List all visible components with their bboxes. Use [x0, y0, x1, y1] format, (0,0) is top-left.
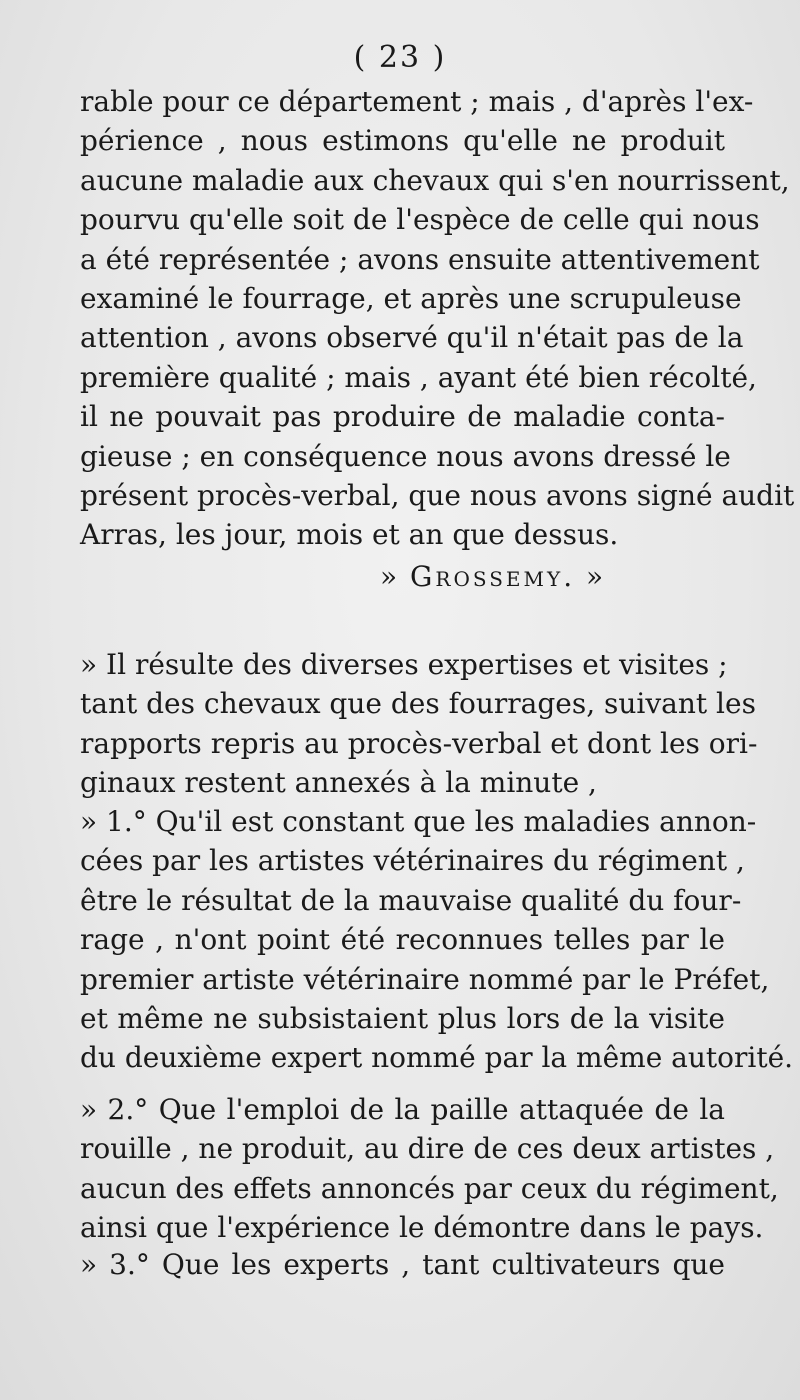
text-line: et même ne subsistaient plus lors de la visite: [80, 1002, 725, 1036]
page-number: ( 23 ): [353, 40, 447, 75]
paragraph-proces-verbal: [80, 82, 795, 555]
text-line: du deuxième expert nommé par la même autorité.: [80, 1041, 794, 1075]
text-line: pourvu qu'elle soit de l'espèce de celle qui nous: [80, 203, 760, 237]
text-line: » Il résulte des diverses expertises et visites ;: [80, 648, 728, 681]
text-line: gieuse ; en conséquence nous avons dressé le: [80, 439, 731, 473]
text-line: rable pour ce département ; mais , d'après l'ex-: [80, 85, 754, 118]
text-line: première qualité ; mais , ayant été bien récolté,: [80, 360, 757, 394]
text-line: aucun des effets annoncés par ceux du régiment,: [80, 1171, 779, 1205]
text-line: ginaux restent annexés à la minute ,: [80, 766, 597, 800]
text-line: ainsi que l'expérience le démontre dans le pays.: [80, 1211, 764, 1245]
text-line: il ne pouvait pas produire de maladie conta-: [80, 400, 725, 434]
signature-close-quote: »: [586, 560, 606, 593]
paragraph-point-3: [80, 1245, 725, 1284]
text-line: a été représentée ; avons ensuite attentivement: [80, 242, 760, 276]
text-line: rouille , ne produit, au dire de ces deux artistes ,: [80, 1132, 775, 1166]
text-line: aucune maladie aux chevaux qui s'en nourrissent,: [80, 163, 790, 197]
signature: [380, 560, 605, 593]
text-line: » 3.° Que les experts , tant cultivateurs que: [80, 1248, 725, 1281]
text-line: périence , nous estimons qu'elle ne produit: [80, 124, 725, 158]
text-line: présent procès-verbal, que nous avons signé audit: [80, 479, 795, 513]
paragraph-point-1: [80, 802, 794, 1078]
text-line: premier artiste vétérinaire nommé par le Préfet,: [80, 962, 770, 996]
text-line: rapports repris au procès-verbal et dont les ori-: [80, 726, 758, 760]
text-line: examiné le fourrage, et après une scrupuleuse: [80, 282, 742, 316]
text-line: être le résultat de la mauvaise qualité du four-: [80, 883, 742, 917]
text-line: attention , avons observé qu'il n'était pas de la: [80, 321, 744, 355]
paragraph-resultat: [80, 645, 758, 803]
paragraph-point-2: [80, 1090, 779, 1248]
text-line: tant des chevaux que des fourrages, suivant les: [80, 687, 756, 721]
text-line: rage , n'ont point été reconnues telles par le: [80, 923, 725, 957]
text-line: » 2.° Que l'emploi de la paille attaquée de la: [80, 1093, 725, 1126]
signature-name: Grossemy.: [410, 560, 576, 593]
text-line: » 1.° Qu'il est constant que les maladies annon-: [80, 805, 757, 838]
text-line: cées par les artistes vétérinaires du régiment ,: [80, 844, 745, 878]
text-line: Arras, les jour, mois et an que dessus.: [80, 518, 619, 552]
signature-open-quote: »: [380, 560, 400, 593]
